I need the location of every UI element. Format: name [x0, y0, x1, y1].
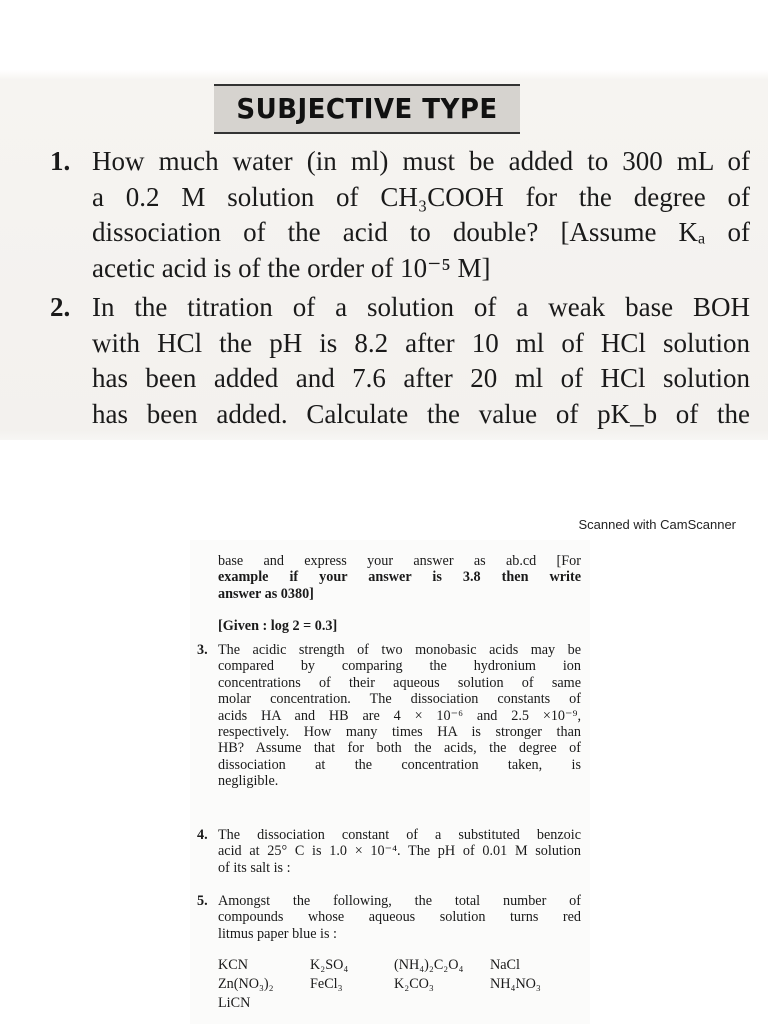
- question-line: acetic acid is of the order of 10⁻⁵ M]: [92, 252, 491, 283]
- compound: KCN: [218, 957, 248, 973]
- question-line: HB? Assume that for both the acids, the degree of: [218, 740, 581, 757]
- compound: LiCN: [218, 995, 251, 1011]
- question-line: compared by comparing the hydronium ion: [218, 658, 581, 675]
- compound: (NH₄)₂C₂O₄: [394, 957, 464, 973]
- compound-row: [218, 994, 578, 1013]
- question-1: [50, 144, 750, 286]
- section-heading: [214, 84, 520, 134]
- question-line: litmus paper blue is :: [218, 925, 338, 942]
- question-line: a 0.2 M solution of CH₃COOH for the degree of: [92, 181, 750, 212]
- question-line: respectively. How many times HA is stronger than: [218, 724, 581, 741]
- question-line: The dissociation constant of a substituted benzoic: [218, 827, 581, 843]
- compound: Zn(NO₃)₂: [218, 976, 274, 992]
- question-line: In the titration of a solution of a weak base BOH: [92, 292, 750, 322]
- question-number: 5.: [197, 893, 208, 909]
- question-line: How much water (in ml) must be added to 300 mL of: [92, 146, 750, 176]
- compound: K₂SO₄: [310, 957, 349, 973]
- question-number: 1.: [50, 146, 71, 176]
- given-text: [Given : log 2 = 0.3]: [218, 618, 338, 634]
- question-line: concentrations of their aqueous solution of same: [218, 674, 581, 691]
- question-text: [218, 893, 581, 942]
- question-line: The acidic strength of two monobasic acids may be: [218, 642, 581, 658]
- question-line: acids HA and HB are 4 × 10⁻⁶ and 2.5 ×10⁻⁹,: [218, 707, 581, 724]
- question-line: of its salt is :: [218, 859, 291, 876]
- question-line: has been added and 7.6 after 20 ml of HCl solution: [92, 363, 750, 393]
- given-note: [197, 618, 581, 634]
- question-line: acid at 25° C is 1.0 × 10⁻⁴. The pH of 0.01 M solution: [218, 843, 581, 860]
- compound: FeCl₃: [310, 976, 343, 992]
- question-line: base and express your answer as ab.cd [For: [218, 553, 581, 569]
- question-line: negligible.: [218, 773, 279, 790]
- question-text: [218, 553, 581, 602]
- question-line: dissociation at the concentration taken, is: [218, 756, 581, 773]
- question-line: molar concentration. The dissociation constants of: [218, 691, 581, 708]
- question-line: example if your answer is 3.8 then write: [218, 569, 581, 586]
- question-line: compounds whose aqueous solution turns red: [218, 909, 581, 926]
- question-line: dissociation of the acid to double? [Assume Kₐ of: [92, 217, 750, 247]
- compound-row: [218, 975, 578, 994]
- question-number: 3.: [197, 642, 208, 658]
- question-number: 2.: [50, 292, 71, 322]
- compound-row: [218, 956, 578, 975]
- question-line: has been added. Calculate the value of pK_b of the: [92, 398, 750, 429]
- compound: K₂CO₃: [394, 976, 434, 992]
- compound-list: [218, 956, 578, 1013]
- compound: NaCl: [490, 957, 520, 973]
- camscanner-watermark: Scanned with CamScanner: [578, 517, 736, 532]
- question-line: answer as 0380]: [218, 585, 314, 602]
- question-5: [197, 893, 581, 942]
- question-2: [50, 290, 750, 432]
- question-text: [218, 642, 581, 790]
- question-2-continuation: [197, 553, 581, 602]
- question-4: [197, 827, 581, 876]
- question-text: [218, 827, 581, 876]
- question-line: with HCl the pH is 8.2 after 10 ml of HCl solution: [92, 327, 750, 358]
- question-3: [197, 642, 581, 790]
- question-number: 4.: [197, 827, 208, 843]
- question-text: [92, 144, 750, 286]
- compound: NH₄NO₃: [490, 976, 541, 992]
- section-heading-text: SUBJECTIVE TYPE: [236, 92, 498, 125]
- question-text: [92, 290, 750, 432]
- question-line: Amongst the following, the total number of: [218, 893, 581, 909]
